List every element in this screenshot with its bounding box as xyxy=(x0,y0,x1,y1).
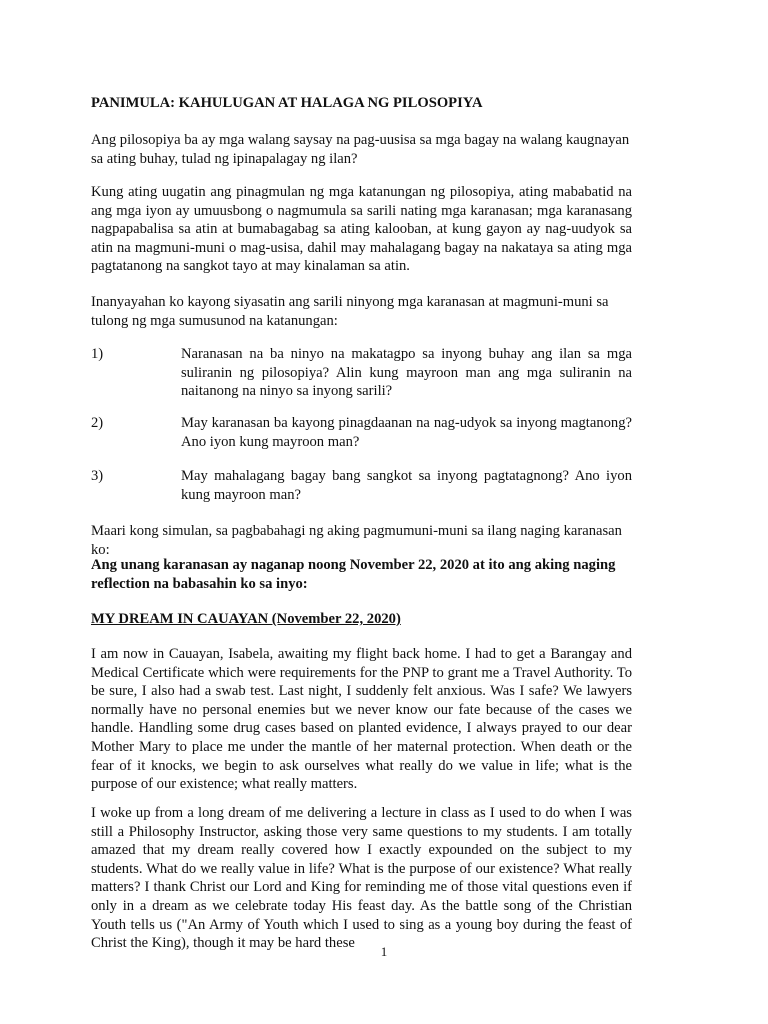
question-text-3: May mahalagang bagay bang sangkot sa inyong pagtatagnong? Ano iyon kung mayroon man? xyxy=(181,468,632,503)
question-text-2: May karanasan ba kayong pinagdaanan na nag-udyok sa inyong magtanong? Ano iyon kung mayroon man? xyxy=(181,415,632,450)
paragraph-2: Kung ating uugatin ang pinagmulan ng mga katanungan ng pilosopiya, ating mababatid na ang mga iyon ay umuusbong o nagmumula sa sarili nating mga karanasan; mga karanasang nagpapabalisa sa atin at bumabagabag sa ating kalooban, at kung gayon ay nag-uudyok sa atin na magmuni-muni o mag-usisa, dahil may mahalagang bagay na nakataya sa ating mga pagtatanong na sangkot tayo at may kinalaman sa atin. xyxy=(91,184,632,275)
paragraph-5-bold: Ang unang karanasan ay naganap noong November 22, 2020 at ito ang aking naging reflection na babasahin ko sa inyo: xyxy=(91,557,616,592)
question-item-1 xyxy=(91,345,632,401)
question-number-2: 2) xyxy=(91,415,104,431)
paragraph-6: I am now in Cauayan, Isabela, awaiting my flight back home. I had to get a Barangay and Medical Certificate which were requirements for the PNP to grant me a Travel Authority. To be sure, I also had a swab test. Last night, I suddenly felt anxious. Was I safe? We lawyers normally have no personal enemies but we never know our fate because of the cases we handle. Handling some drug cases based on planted evidence, I always prayed to our dear Mother Mary to place me under the mantle of her maternal protection. When death or the fear of it knocks, we begin to ask ourselves what really do we value in life; what is the purpose of our existence; what really matters. xyxy=(91,646,632,793)
question-item-2 xyxy=(91,414,632,451)
document-heading: PANIMULA: KAHULUGAN AT HALAGA NG PILOSOPIYA xyxy=(91,95,483,111)
paragraph-1: Ang pilosopiya ba ay mga walang saysay na pag-uusisa sa mga bagay na walang kaugnayan sa ating buhay, tulad ng ipinapalagay ng ilan? xyxy=(91,132,630,167)
subheading: MY DREAM IN CAUAYAN (November 22, 2020) xyxy=(91,611,401,627)
question-text-1: Naranasan na ba ninyo na makatagpo sa inyong buhay ang ilan sa mga suliranin ng pilosopiya? Alin kung mayroon man ang mga suliranin na naitanong na ninyo sa inyong sarili? xyxy=(181,346,632,400)
paragraph-4: Maari kong simulan, sa pagbabahagi ng aking pagmumuni-muni sa ilang naging karanasan ko: xyxy=(91,523,622,558)
question-number-3: 3) xyxy=(91,468,104,484)
paragraph-7: I woke up from a long dream of me delivering a lecture in class as I used to do when I was still a Philosophy Instructor, asking those very same questions to my students. I am totally amazed that my dream really covered how I exactly expounded on the subject to my students. What do we really value in life? What is the purpose of our existence? What really matters? I thank Christ our Lord and King for reminding me of those vital questions even if only in a dream as we celebrate today His feast day. As the battle song of the Christian Youth tells us ("An Army of Youth which I used to sing as a young boy during the feast of Christ the King), though it may be hard these xyxy=(91,805,632,952)
question-number-1: 1) xyxy=(91,346,104,362)
question-item-3 xyxy=(91,467,632,504)
page-number: 1 xyxy=(380,944,388,959)
paragraph-3: Inanyayahan ko kayong siyasatin ang sarili ninyong mga karanasan at magmuni-muni sa tulong ng mga sumusunod na katanungan: xyxy=(91,294,609,329)
